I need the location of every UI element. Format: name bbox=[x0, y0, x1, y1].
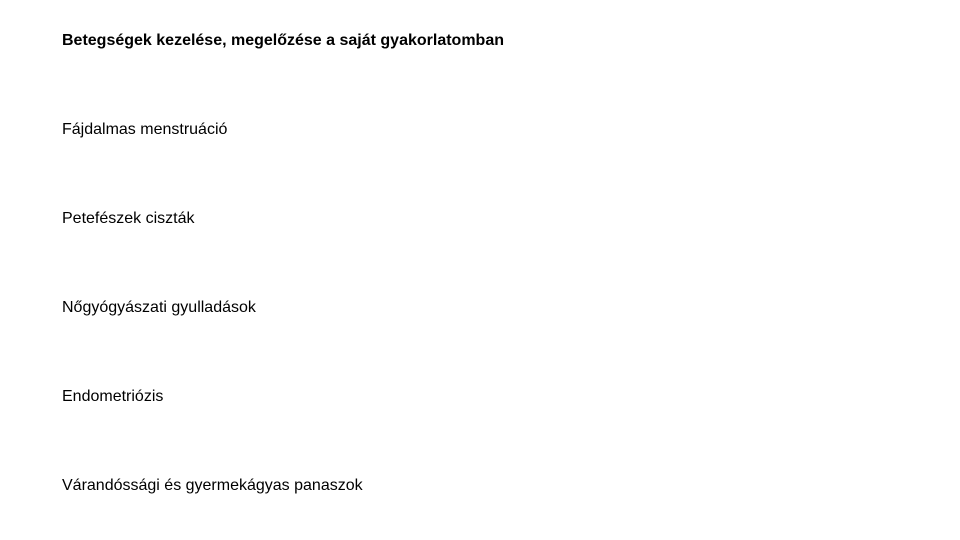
list-item-gynecological-inflammations: Nőgyógyászati gyulladások bbox=[62, 299, 256, 316]
list-item-pregnancy-postpartum-complaints: Várandóssági és gyermekágyas panaszok bbox=[62, 477, 363, 494]
list-item-endometriosis: Endometriózis bbox=[62, 388, 164, 405]
list-item-painful-menstruation: Fájdalmas menstruáció bbox=[62, 121, 228, 138]
list-item-ovarian-cysts: Petefészek ciszták bbox=[62, 210, 195, 227]
slide-title: Betegségek kezelése, megelőzése a saját gyakorlatomban bbox=[62, 32, 504, 49]
